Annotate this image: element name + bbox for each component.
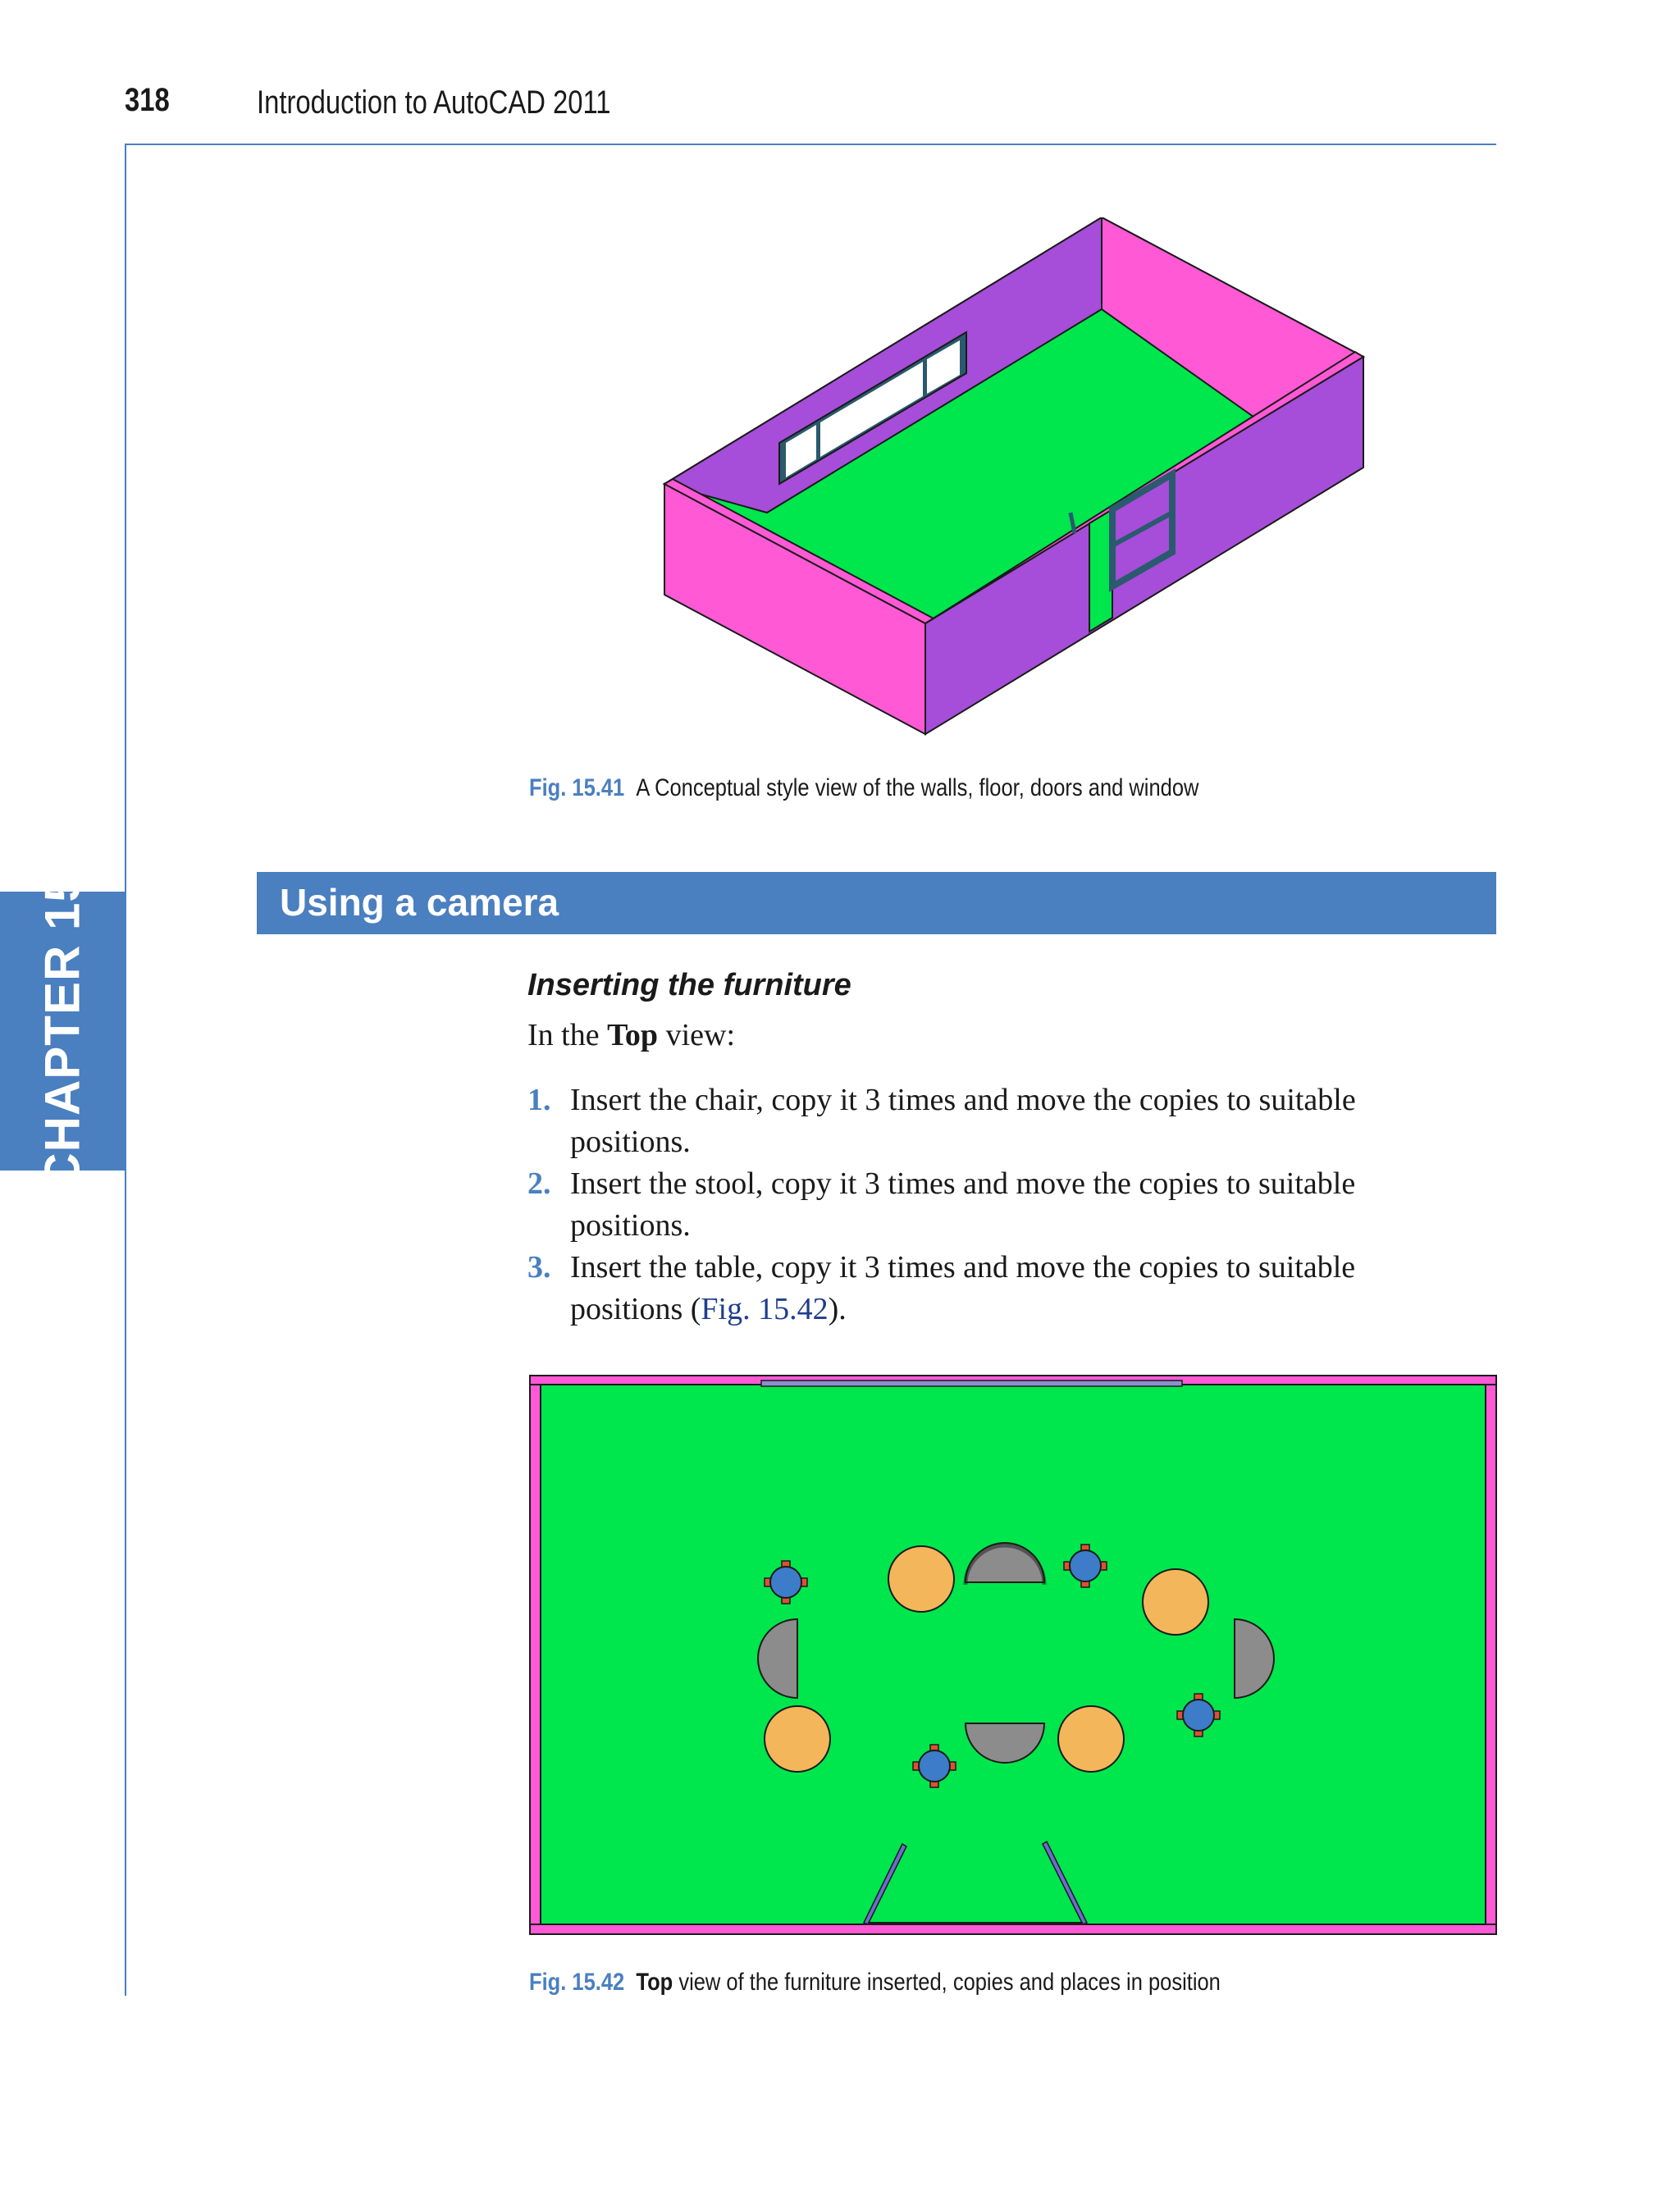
figure-reference-link[interactable]: Fig. 15.42	[701, 1292, 829, 1326]
figure-caption-text-2: view of the furniture inserted, copies and places in position	[673, 1969, 1221, 1996]
figure-top-view	[529, 1375, 1497, 1935]
steps-list	[527, 1079, 1430, 1330]
chapter-tab-label: CHAPTER 15	[34, 874, 90, 1189]
figure-label-1: Fig. 15.41	[529, 774, 625, 801]
header-rule	[125, 144, 1496, 145]
intro-paragraph: In the Top view:	[527, 1018, 736, 1052]
subheading: Inserting the furniture	[527, 968, 851, 1002]
margin-rule	[125, 144, 126, 1996]
figure-label-2: Fig. 15.42	[529, 1969, 625, 1996]
step-text: Insert the stool, copy it 3 times and move the copies to suitable positions.	[570, 1166, 1356, 1243]
chapter-tab	[0, 874, 125, 1189]
table	[1058, 1706, 1124, 1772]
step-number: 3.	[527, 1250, 551, 1285]
table	[765, 1706, 830, 1772]
section-title: Using a camera	[280, 881, 559, 924]
figure-caption-2	[529, 1969, 1221, 1997]
running-title: Introduction to AutoCAD 2011	[257, 84, 611, 121]
table	[1143, 1569, 1208, 1635]
step-text: Insert the table, copy it 3 times and move the copies to suitable positions (Fig. 15.42).	[570, 1250, 1356, 1326]
page-number: 318	[125, 82, 170, 118]
figure-caption-bold-2: Top	[636, 1969, 673, 1996]
step-text: Insert the chair, copy it 3 times and move the copies to suitable positions.	[570, 1083, 1356, 1159]
list-item	[527, 1247, 1430, 1330]
room-floor	[541, 1385, 1486, 1924]
list-item	[527, 1079, 1430, 1163]
figure-caption-1	[529, 774, 1198, 802]
window-top	[761, 1381, 1182, 1386]
figure-isometric-room	[656, 217, 1378, 751]
section-heading-bar	[257, 872, 1496, 934]
door-opening	[1089, 509, 1112, 632]
figure-caption-text-1: A Conceptual style view of the walls, floor, doors and window	[636, 774, 1199, 801]
step-number: 2.	[527, 1166, 551, 1201]
list-item	[527, 1163, 1430, 1247]
step-number: 1.	[527, 1083, 551, 1117]
intro-bold: Top	[607, 1018, 659, 1052]
table	[888, 1546, 954, 1612]
